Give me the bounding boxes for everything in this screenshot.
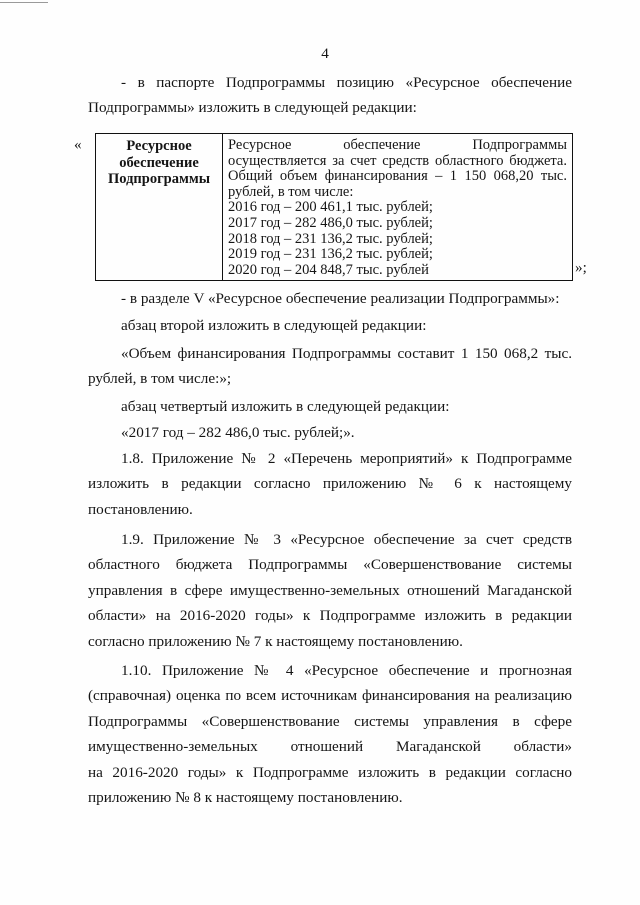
text-line: 1.9. Приложение № 3 «Ресурсное обеспечение за счет средств	[121, 531, 572, 548]
text-line: управления в сфере имущественно-земельных отношений Магаданской	[88, 581, 572, 599]
scan-edge-mark	[0, 2, 48, 3]
text-line: 1.8. Приложение № 2 «Перечень мероприятий» к Подпрограмме	[121, 450, 572, 467]
item-1-10-paragraph	[88, 658, 572, 810]
text-line: областного бюджета Подпрограммы «Совершенствование системы	[88, 556, 572, 574]
text-line: Подпрограммы «Совершенствование системы управления в сфере	[88, 712, 572, 730]
text-line: абзац второй изложить в следующей редакции:	[121, 317, 427, 334]
resource-provision-table	[95, 133, 573, 281]
table-year-line: 2020 год – 204 848,7 тыс. рублей	[228, 261, 429, 278]
text-line: «2017 год – 282 486,0 тыс. рублей;».	[121, 424, 355, 441]
item-1-9-paragraph	[88, 527, 572, 654]
table-year-line: 2016 год – 200 461,1 тыс. рублей;	[228, 199, 433, 216]
text-line: рублей, в том числе:»;	[88, 370, 232, 388]
table-year-line: 2019 год – 231 136,2 тыс. рублей;	[228, 246, 433, 263]
table-closing-quote: »;	[575, 259, 587, 276]
text-line: постановлению.	[88, 500, 193, 518]
table-opening-quote: «	[74, 136, 82, 153]
table-year-line: 2018 год – 231 136,2 тыс. рублей;	[228, 230, 433, 247]
table-label: Ресурсное обеспечение Подпрограммы	[107, 138, 211, 187]
section-v-paragraph	[88, 286, 572, 311]
text-line: (справочная) оценка по всем источникам финансирования на реализацию	[88, 687, 572, 705]
text-line: абзац четвертый изложить в следующей редакции:	[121, 398, 450, 415]
paragraph2-instruction	[88, 313, 572, 338]
paragraph4-instruction	[88, 394, 572, 419]
text-line: - в паспорте Подпрограммы позицию «Ресурсное обеспечение	[121, 74, 572, 91]
text-line: 1.10. Приложение № 4 «Ресурсное обеспечение и прогнозная	[121, 662, 572, 679]
paragraph4-new-text	[88, 420, 572, 445]
text-line: согласно приложению № 7 к настоящему постановлению.	[88, 632, 463, 650]
table-content-cell	[223, 134, 572, 280]
text-line: имущественно-земельных отношений Магаданской области»	[88, 738, 572, 756]
text-line: области» на 2016-2020 годы» к Подпрограмме изложить в редакции	[88, 607, 572, 625]
page-number: 4	[321, 45, 329, 62]
text-line: «Объем финансирования Подпрограммы составит 1 150 068,2 тыс.	[121, 345, 572, 362]
table-label-cell	[96, 134, 223, 280]
table-year-line: 2017 год – 282 486,0 тыс. рублей;	[228, 214, 433, 231]
text-line: - в разделе V «Ресурсное обеспечение реализации Подпрограммы»:	[121, 290, 560, 307]
text-line: изложить в редакции согласно приложению № 6 к настоящему	[88, 475, 572, 493]
paragraph2-new-text	[88, 341, 572, 392]
table-text-line: Общий объем финансирования – 1 150 068,20 тыс.	[228, 168, 567, 185]
passport-instruction-paragraph	[88, 70, 572, 121]
text-line: Подпрограммы» изложить в следующей редакции:	[88, 99, 417, 117]
text-line: на 2016-2020 годы» к Подпрограмме изложить в редакции согласно	[88, 763, 572, 781]
table-text-line: осуществляется за счет средств областного бюджета.	[228, 152, 567, 169]
table-text-line: рублей, в том числе:	[228, 183, 354, 200]
table-text-line: Ресурсное обеспечение Подпрограммы	[228, 137, 567, 153]
item-1-8-paragraph	[88, 446, 572, 522]
text-line: приложению № 8 к настоящему постановлению.	[88, 788, 403, 806]
